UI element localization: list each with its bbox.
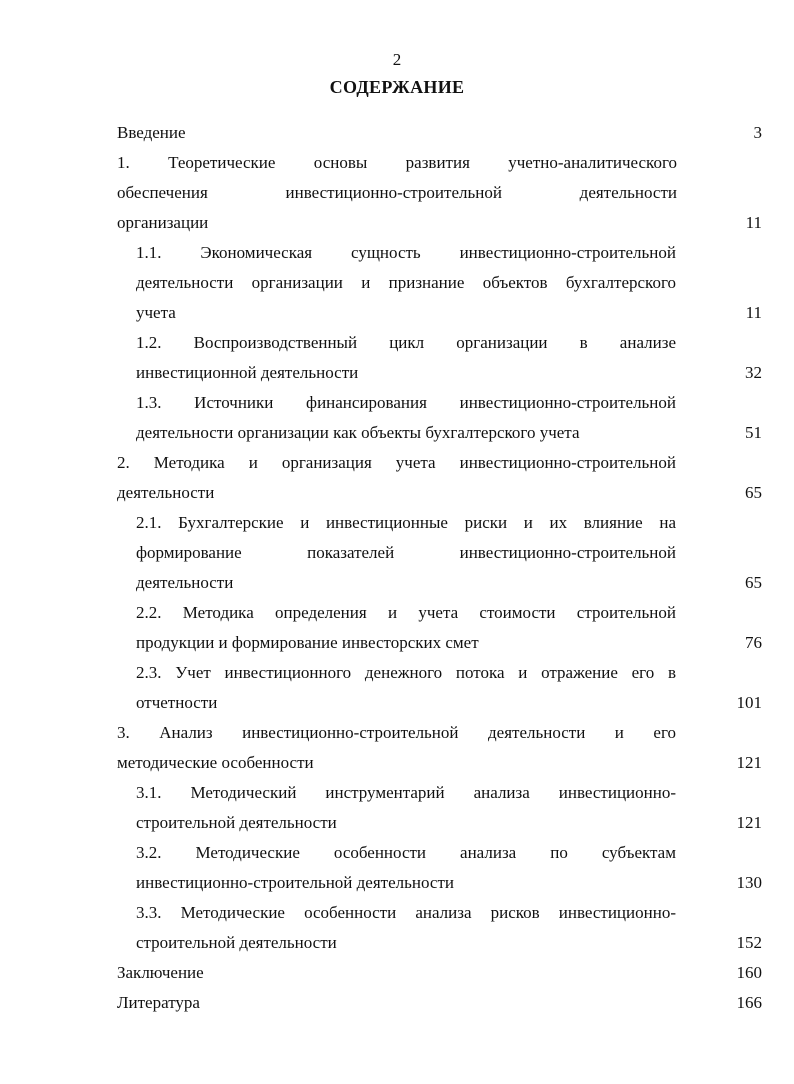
toc-line: продукции и формирование инвесторских смет [136,633,479,652]
page-title: СОДЕРЖАНИЕ [329,77,465,97]
toc-line: 2. Методика и организация учета инвестиционно-строительной [117,453,676,472]
toc-page-number: 65 [745,483,762,502]
toc-page-number: 11 [745,303,762,322]
toc-line: 3.1. Методический инструментарий анализа инвестиционно- [136,783,676,802]
toc-page-number: 32 [745,363,762,382]
toc-line: отчетности [136,693,218,712]
toc-line: 2.3. Учет инвестиционного денежного потока и отражение его в [136,663,676,682]
toc-line: деятельности организации и признание объектов бухгалтерского [136,273,676,292]
toc-line: 1.3. Источники финансирования инвестиционно-строительной [136,393,676,412]
toc-page-number: 121 [736,813,762,832]
toc-line: организации [117,213,209,232]
toc-page-number: 3 [753,123,762,142]
toc-line: 3. Анализ инвестиционно-строительной деятельности и его [117,723,676,742]
toc-line: 1.1. Экономическая сущность инвестиционно-строительной [136,243,676,262]
toc-line: строительной деятельности [136,933,337,952]
toc-line: учета [136,303,176,322]
toc-line: Введение [117,123,186,142]
toc-page-number: 11 [745,213,762,232]
toc-line: 2.1. Бухгалтерские и инвестиционные риски и их влияние на [136,513,676,532]
toc-line: Литература [117,993,200,1012]
toc-line: методические особенности [117,753,314,772]
toc-page-number: 101 [736,693,762,712]
toc-page-number: 152 [736,933,762,952]
toc-line: строительной деятельности [136,813,337,832]
toc-line: 2.2. Методика определения и учета стоимости строительной [136,603,676,622]
toc-line: деятельности [136,573,234,592]
toc-line: инвестиционно-строительной деятельности [136,873,454,892]
toc-line: инвестиционной деятельности [136,363,359,382]
toc-line: обеспечения инвестиционно-строительной деятельности [117,183,677,202]
toc-line: Заключение [117,963,204,982]
toc-page-number: 65 [745,573,762,592]
toc-line: деятельности [117,483,215,502]
page-number: 2 [392,50,402,69]
toc-page-number: 51 [745,423,762,442]
toc-line: 3.3. Методические особенности анализа рисков инвестиционно- [136,903,676,922]
toc-page-number: 166 [736,993,762,1012]
toc-page-number: 76 [745,633,762,652]
toc-line: 1. Теоретические основы развития учетно-аналитического [117,153,677,172]
toc-page-number: 160 [736,963,762,982]
toc-line: формирование показателей инвестиционно-строительной [136,543,676,562]
toc-page-number: 130 [736,873,762,892]
toc-line: 1.2. Воспроизводственный цикл организации в анализе [136,333,676,352]
toc-page-number: 121 [736,753,762,772]
toc-line: 3.2. Методические особенности анализа по субъектам [136,843,676,862]
toc-line: деятельности организации как объекты бухгалтерского учета [136,423,580,442]
